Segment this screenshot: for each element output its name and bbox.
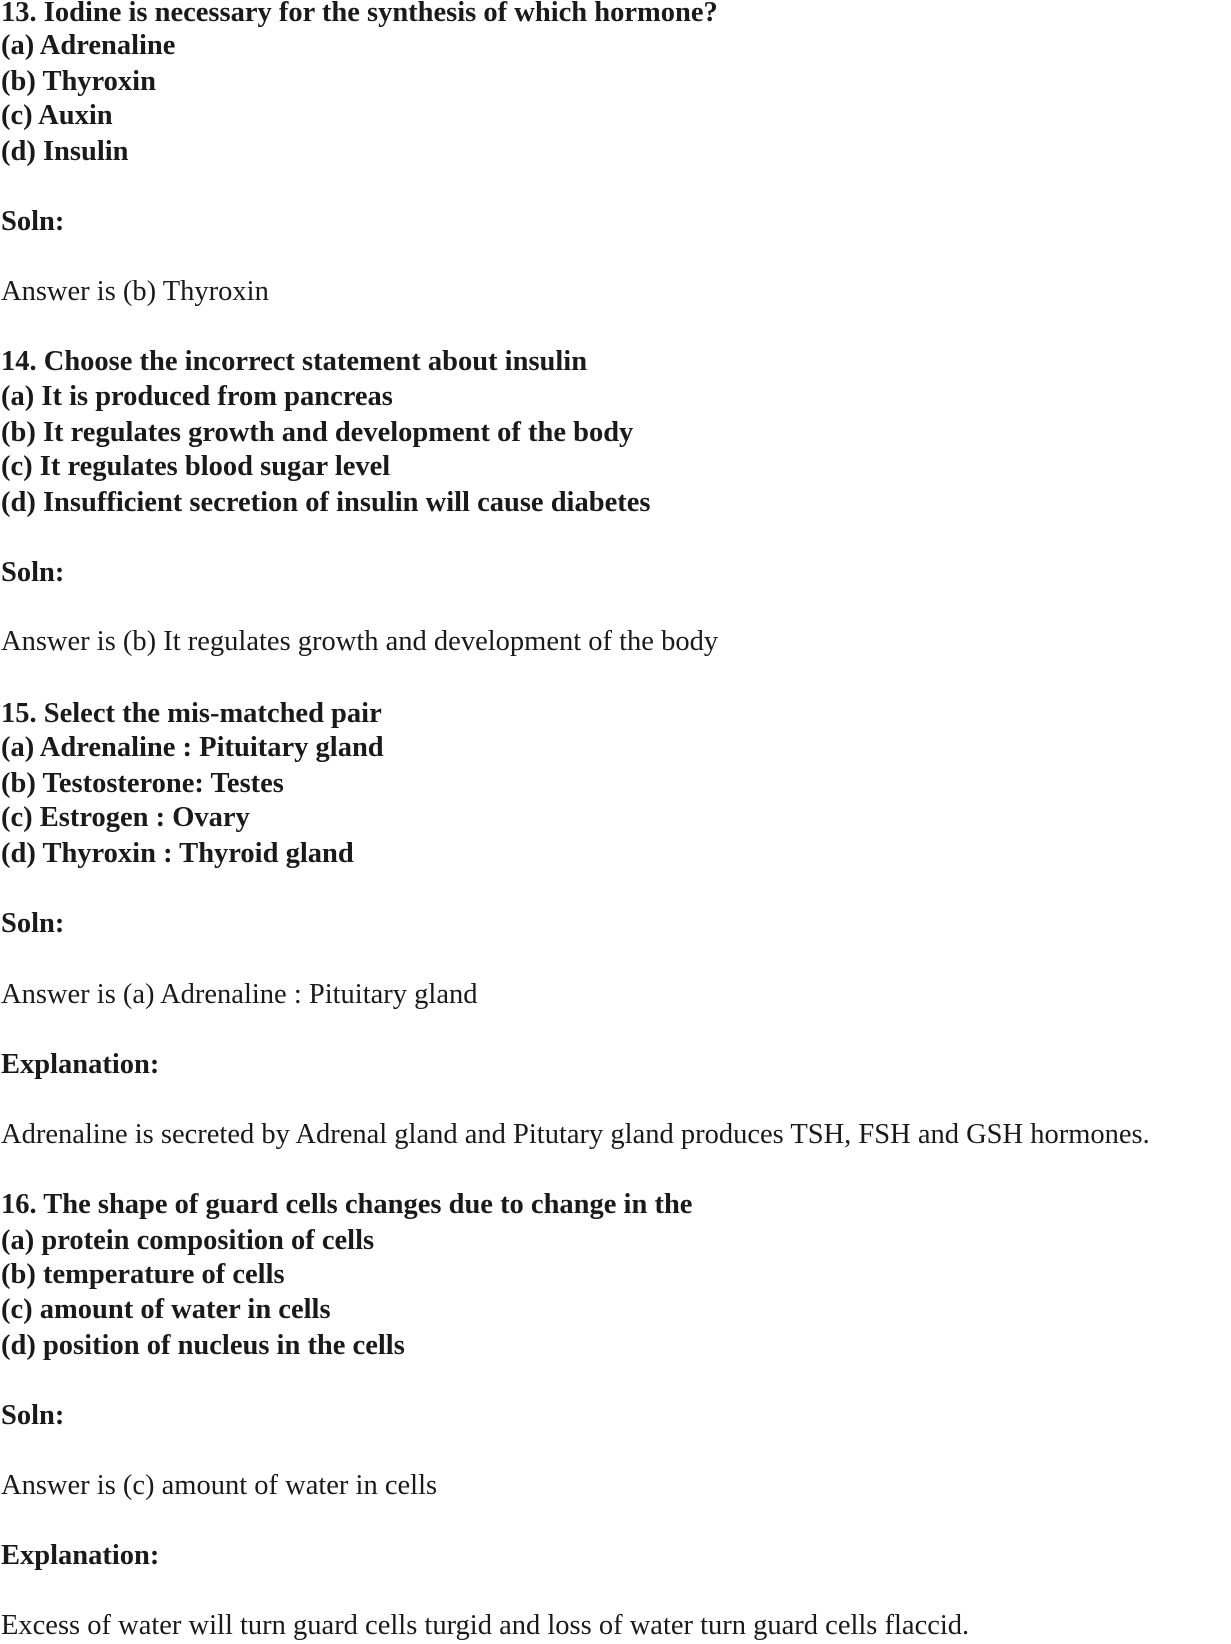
option-item: (c) Estrogen : Ovary <box>1 802 250 834</box>
solution-label: Soln: <box>1 1399 65 1431</box>
explanation-label: Explanation: <box>1 1540 160 1572</box>
question-heading: 16. The shape of guard cells changes due to change in the <box>1 1189 693 1221</box>
option-item: (a) Adrenaline <box>1 30 176 62</box>
option-item: (d) Insulin <box>1 135 129 167</box>
option-item: (b) temperature of cells <box>1 1259 285 1291</box>
solution-label: Soln: <box>1 206 65 238</box>
solution-label: Soln: <box>1 908 65 940</box>
option-item: (d) position of nucleus in the cells <box>1 1329 405 1361</box>
question-heading: 15. Select the mis-matched pair <box>1 697 382 729</box>
explanation-text: Adrenaline is secreted by Adrenal gland and Pitutary gland produces TSH, FSH and GSH hormones. <box>1 1118 1150 1150</box>
solution-label: Soln: <box>1 557 65 589</box>
answer-text: Answer is (b) It regulates growth and development of the body <box>1 626 719 658</box>
option-item: (b) Testosterone: Testes <box>1 767 284 799</box>
option-item: (a) protein composition of cells <box>1 1224 375 1256</box>
option-item: (b) It regulates growth and development of the body <box>1 416 634 448</box>
explanation-label: Explanation: <box>1 1048 160 1080</box>
option-item: (a) Adrenaline : Pituitary gland <box>1 732 384 764</box>
answer-text: Answer is (b) Thyroxin <box>1 276 269 308</box>
answer-text: Answer is (a) Adrenaline : Pituitary gland <box>1 978 478 1010</box>
option-item: (c) amount of water in cells <box>1 1294 331 1325</box>
option-item: (c) It regulates blood sugar level <box>1 451 391 483</box>
question-heading: 14. Choose the incorrect statement about insulin <box>1 345 588 377</box>
option-item: (d) Insufficient secretion of insulin will cause diabetes <box>1 487 651 519</box>
option-item: (d) Thyroxin : Thyroid gland <box>1 838 354 870</box>
option-item: (c) Auxin <box>1 100 113 132</box>
explanation-text: Excess of water will turn guard cells turgid and loss of water turn guard cells flaccid. <box>1 1610 970 1642</box>
answer-text: Answer is (c) amount of water in cells <box>1 1470 438 1502</box>
option-item: (a) It is produced from pancreas <box>1 381 393 413</box>
option-item: (b) Thyroxin <box>1 65 156 97</box>
question-heading: 13. Iodine is necessary for the synthesis of which hormone? <box>1 0 718 28</box>
